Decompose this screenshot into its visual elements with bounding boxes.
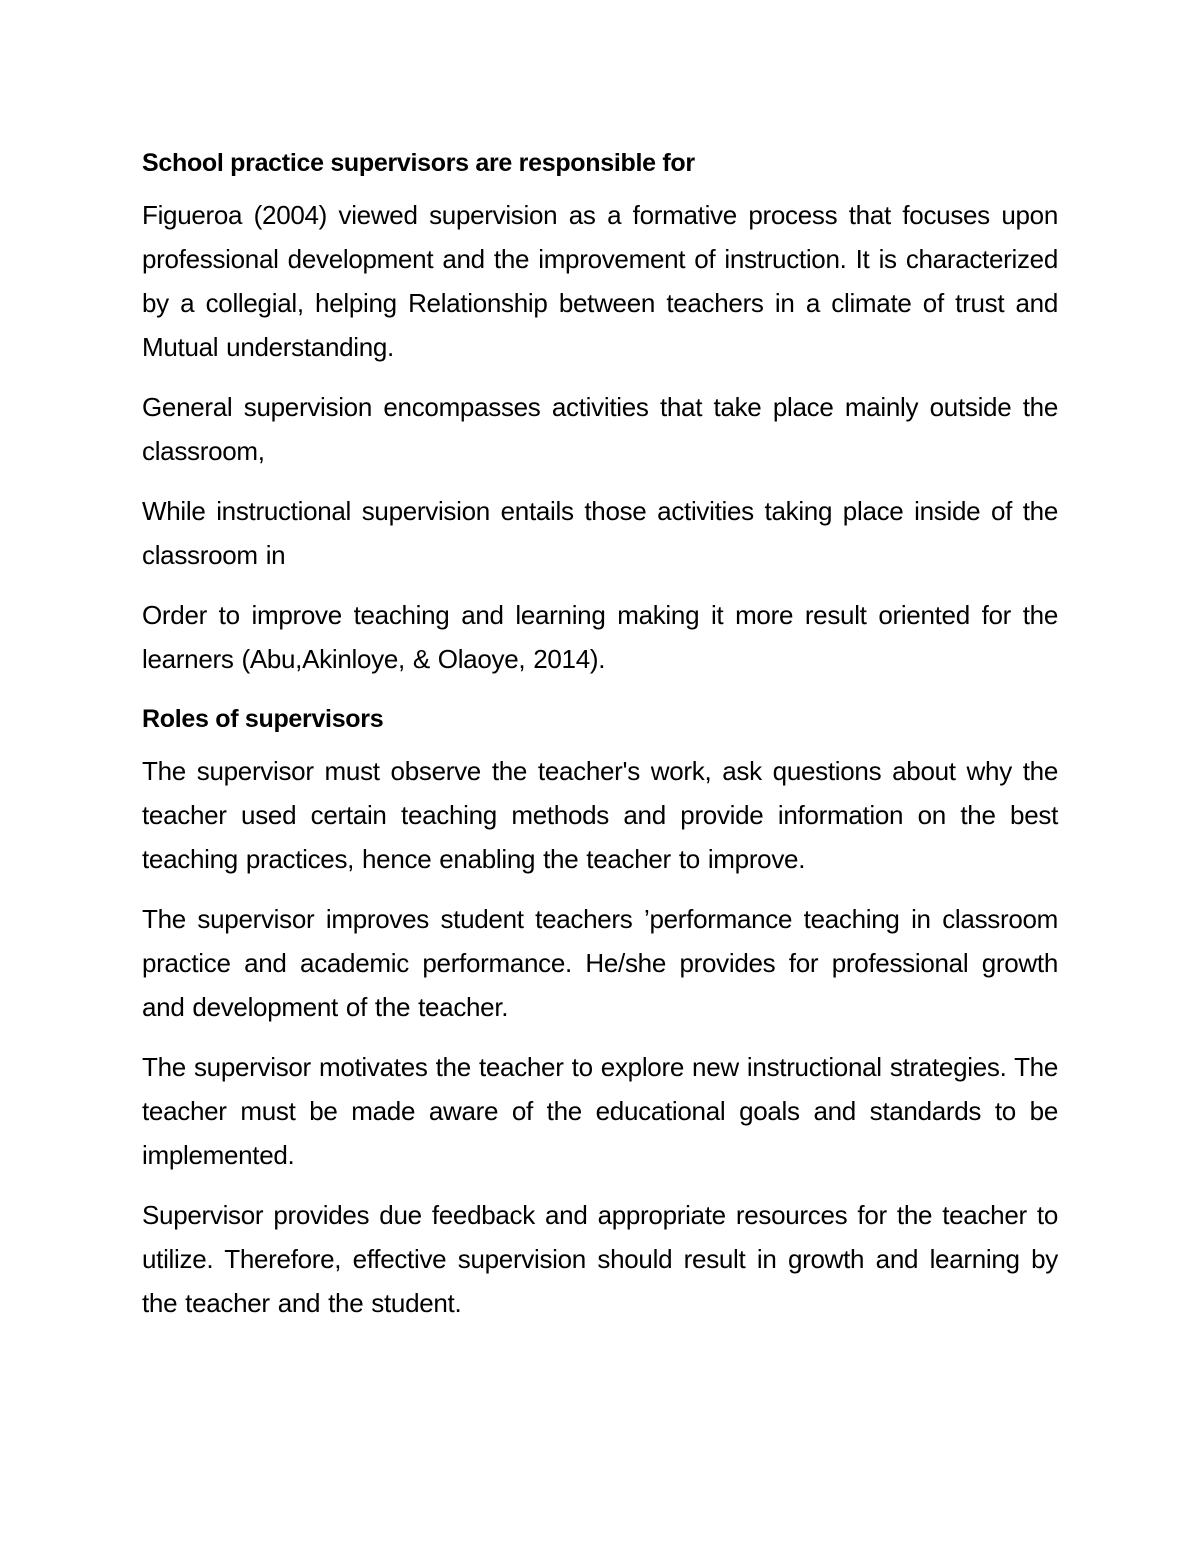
paragraph-improves-performance: The supervisor improves student teachers ’performance teaching in classroom practice and academic performance. He/she provides for professional growth and development of the teacher. (142, 904, 1058, 1022)
paragraph-feedback-resources: Supervisor provides due feedback and appropriate resources for the teacher to utilize. Therefore, effective supervision should result in growth and learning by the teacher and the student. (142, 1200, 1058, 1318)
paragraph-improve-teaching: Order to improve teaching and learning making it more result oriented for the learners (Abu,Akinloye, & Olaoye, 2014). (142, 600, 1058, 674)
paragraph-observe-work: The supervisor must observe the teacher's work, ask questions about why the teacher used certain teaching methods and provide information on the best teaching practices, hence enabling the teacher to improve. (142, 756, 1058, 874)
section-heading-responsibilities: School practice supervisors are responsible for (142, 149, 695, 177)
section-heading-roles: Roles of supervisors (142, 705, 384, 733)
paragraph-figueroa: Figueroa (2004) viewed supervision as a formative process that focuses upon professional development and the improvement of instruction. It is characterized by a collegial, helping Relationship between teachers in a climate of trust and Mutual understanding. (142, 200, 1058, 362)
paragraph-instructional-supervision: While instructional supervision entails those activities taking place inside of the classroom in (142, 496, 1058, 570)
paragraph-general-supervision: General supervision encompasses activities that take place mainly outside the classroom, (142, 392, 1058, 466)
document-body (142, 141, 1058, 1341)
paragraph-motivates-teacher: The supervisor motivates the teacher to explore new instructional strategies. The teacher must be made aware of the educational goals and standards to be implemented. (142, 1052, 1058, 1170)
